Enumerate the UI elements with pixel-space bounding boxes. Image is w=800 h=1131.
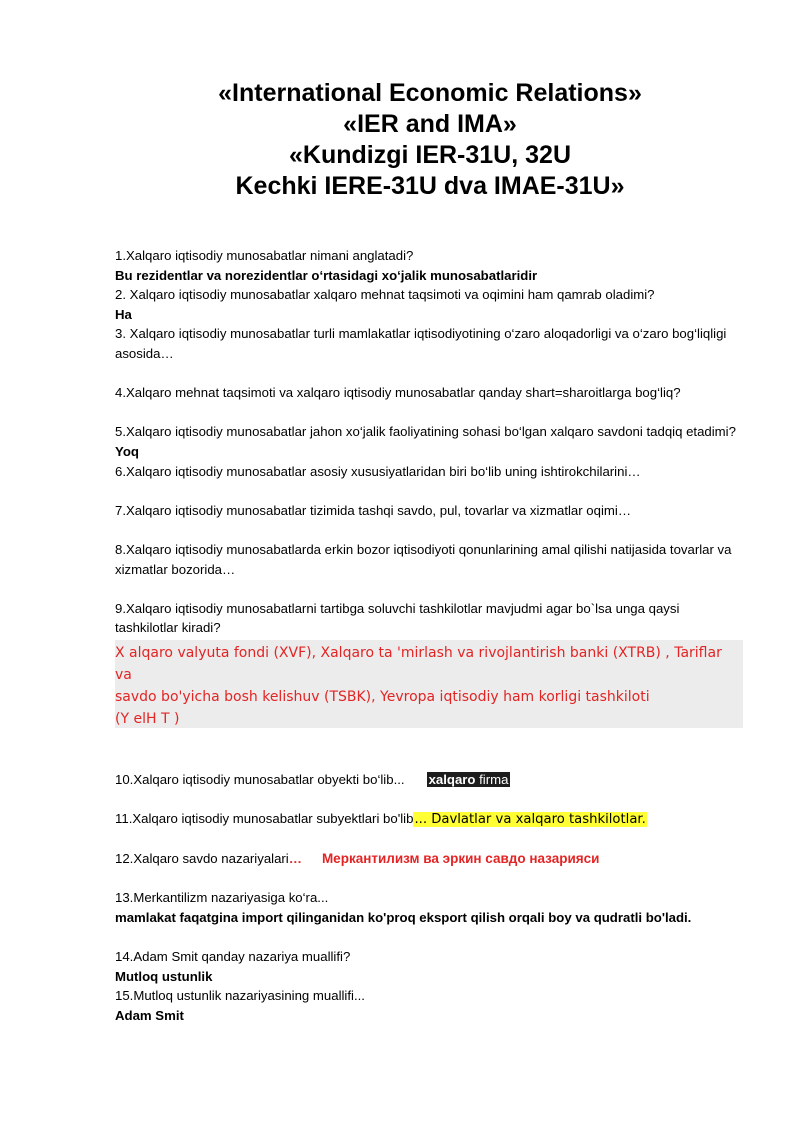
- answer-14: Mutloq ustunlik: [115, 968, 213, 984]
- question-10-text: 10.Xalqaro iqtisodiy munosabatlar obyekti bo‘lib...: [115, 771, 405, 787]
- question-15: 15.Mutloq ustunlik nazariyasining muallifi...: [115, 988, 365, 1004]
- answer-2: Ha: [115, 306, 132, 322]
- answer-12: Меркантилизм ва эркин савдо назарияси: [321, 851, 600, 867]
- question-5: 5.Xalqaro iqtisodiy munosabatlar jahon xo‘jalik faoliyatining sohasi bo‘lgan xalqaro savdoni tadqiq etadimi?: [115, 424, 736, 440]
- answer-9-box: [115, 640, 743, 728]
- question-12-text: 12.Xalqaro savdo nazariyalari: [115, 851, 289, 867]
- question-2: 2. Xalqaro iqtisodiy munosabatlar xalqaro mehnat taqsimoti va oqimini ham qamrab oladimi?: [115, 287, 655, 303]
- answer-10-rest: firma: [475, 771, 509, 787]
- question-7: 7.Xalqaro iqtisodiy munosabatlar tizimida tashqi savdo, pul, tovarlar va xizmatlar oqimi…: [115, 502, 632, 518]
- answer-1: Bu rezidentlar va norezidentlar o‘rtasidagi xo‘jalik munosabatlaridir: [115, 267, 538, 283]
- answer-13: mamlakat faqatgina import qilinganidan ko'proq eksport qilish orqali boy va qudratli bo'ladi.: [115, 910, 692, 926]
- question-13: 13.Merkantilizm nazariyasiga ko‘ra...: [115, 890, 329, 906]
- question-14: 14.Adam Smit qanday nazariya muallifi?: [115, 949, 351, 965]
- answer-5: Yoq: [115, 443, 139, 459]
- answer-10: [427, 772, 511, 787]
- title-line-3: «Kundizgi IER-31U, 32U: [289, 141, 571, 169]
- qa-list: [115, 246, 745, 1026]
- answer-10-bold: xalqaro: [428, 771, 476, 787]
- question-1: 1.Xalqaro iqtisodiy munosabatlar nimani anglatadi?: [115, 248, 414, 263]
- answer-9-line-2: savdo bo'yicha bosh kelishuv (TSBK), Yevropa iqtisodiy ham korligi tashkiloti: [115, 688, 650, 705]
- question-3: 3. Xalqaro iqtisodiy munosabatlar turli mamlakatlar iqtisodiyotining o‘zaro aloqadorligi va o‘zaro bog‘liqligi asosida…: [115, 326, 727, 361]
- question-11-text: 11.Xalqaro iqtisodiy munosabatlar subyektlari bo'lib: [115, 811, 414, 827]
- answer-9-line-3: (Y elH T ): [115, 710, 180, 727]
- question-9: 9.Xalqaro iqtisodiy munosabatlarni tartibga soluvchi tashkilotlar mavjudmi agar bo`lsa unga qaysi tashkilotlar kiradi?: [115, 600, 680, 636]
- question-11: [115, 809, 745, 830]
- title-line-2: «IER and IMA»: [343, 110, 517, 138]
- answer-15: Adam Smit: [115, 1008, 184, 1023]
- answer-9-line-1: X alqaro valyuta fondi (XVF), Xalqaro ta 'mirlash va rivojlantirish banki (XTRB) , Tariflar va: [115, 644, 722, 683]
- question-12-dots: …: [288, 851, 302, 867]
- answer-11: ... Davlatlar va xalqaro tashkilotlar.: [414, 812, 646, 828]
- question-10: [115, 770, 745, 790]
- title-line-4: Kechki IERE-31U dva IMAE-31U»: [235, 172, 625, 200]
- question-12: [115, 849, 745, 869]
- question-4: 4.Xalqaro mehnat taqsimoti va xalqaro iqtisodiy munosabatlar qanday shart=sharoitlarga bog‘liq?: [115, 385, 681, 401]
- document-title: [0, 78, 800, 202]
- question-8: 8.Xalqaro iqtisodiy munosabatlarda erkin bozor iqtisodiyoti qonunlarining amal qilishi natijasida tovarlar va xizmatlar bozorida…: [115, 541, 732, 577]
- question-6: 6.Xalqaro iqtisodiy munosabatlar asosiy xususiyatlaridan biri bo‘lib uning ishtirokchilarini…: [115, 463, 641, 479]
- title-line-1: «International Economic Relations»: [218, 79, 642, 107]
